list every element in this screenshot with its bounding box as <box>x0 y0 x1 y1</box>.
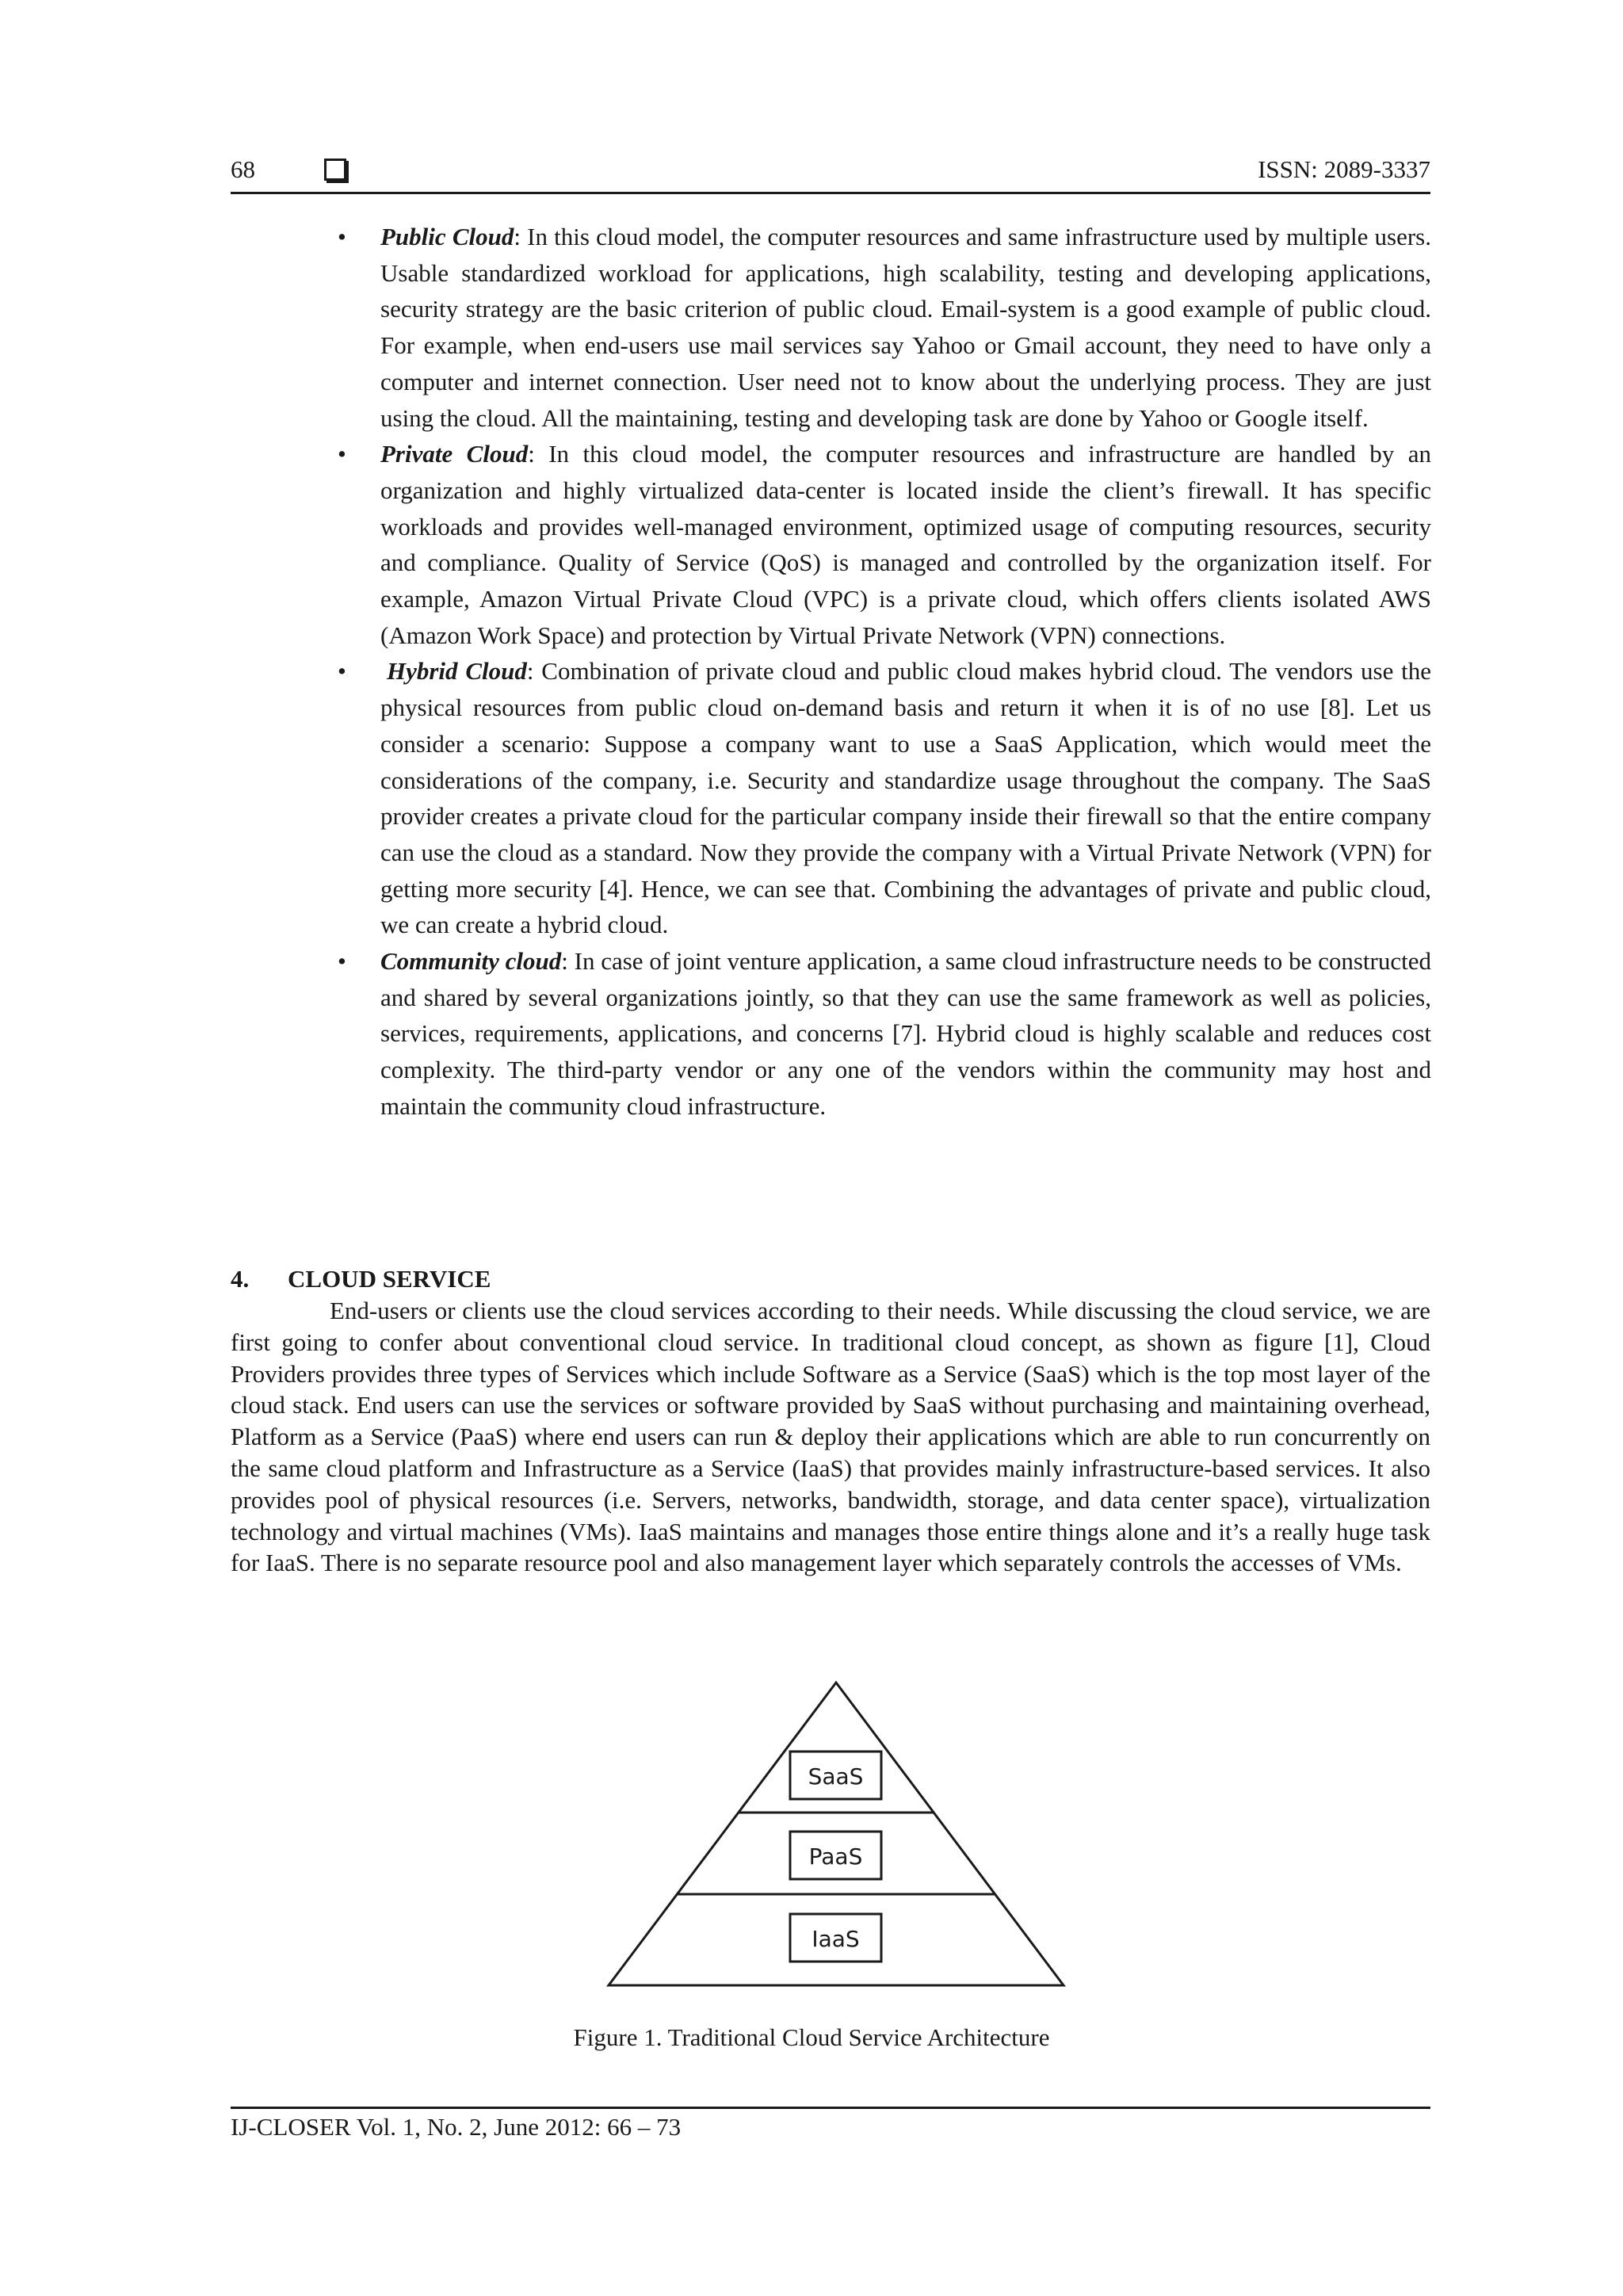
page-number: 68 <box>231 155 255 183</box>
section-paragraph: End-users or clients use the cloud services according to their needs. While discussing the cloud service, we are first going to confer about conventional cloud service. In traditional cloud concept, as shown as figure [1], Cloud Providers provides three types of Services which include Software as a Service (SaaS) which is the top most layer of the cloud stack. End users can use the services or software provided by SaaS without purchasing and maintaining overhead, Platform as a Service (PaaS) where end users can run & deploy their applications which are able to run concurrently on the same cloud platform and Infrastructure as a Service (IaaS) that provides mainly infrastructure-based services. It also provides pool of physical resources (i.e. Servers, networks, bandwidth, storage, and data center space), virtualization technology and virtual machines (VMs). IaaS maintains and manages those entire things alone and it’s a really huge task for IaaS. There is no separate resource pool and also management layer which separately controls the accesses of VMs. <box>231 1297 1430 1577</box>
cloud-model-list <box>338 219 1431 1125</box>
bullet-public-cloud <box>338 219 1431 436</box>
bullet-term: Public Cloud <box>380 223 514 250</box>
bullet-text: : In case of joint venture application, a same cloud infrastructure needs to be constructed and shared by several organizations jointly, so that they can use the same framework as well as policies, services, requirements, applications, and concerns [7]. Hybrid cloud is highly scalable and reduces cost complexity. The third-party vendor or any one of the vendors within the community may host and maintain the community cloud infrastructure. <box>380 947 1431 1120</box>
figure-cloud-pyramid <box>602 1676 1070 1993</box>
footer-rule <box>231 2107 1430 2109</box>
section-number: 4. <box>231 1265 250 1293</box>
bullet-term: Community cloud <box>380 947 562 976</box>
bullet-text: : Combination of private cloud and public cloud makes hybrid cloud. The vendors use the physical resources from public cloud on-demand basis and return it when it is of no use [8]. Let us consider a scenario: Suppose a company want to use a SaaS Application, which would meet the considerations of the company, i.e. Security and standardize usage throughout the company. The SaaS provider creates a private cloud for the particular company inside their firewall so that the entire company can use the cloud as a standard. Now they provide the company with a Virtual Private Network (VPN) for getting more security [4]. Hence, we can see that. Combining the advantages of private and public cloud, we can create a hybrid cloud. <box>380 657 1431 939</box>
bullet-text: : In this cloud model, the computer resources and infrastructure are handled by an organization and highly virtualized data-center is located inside the client’s firewall. It has specific workloads and provides well-managed environment, optimized usage of computing resources, security and compliance. Quality of Service (QoS) is managed and controlled by the organization itself. For example, Amazon Virtual Private Cloud (VPC) is a private cloud, which offers clients isolated AWS (Amazon Work Space) and protection by Virtual Private Network (VPN) connections. <box>380 440 1431 649</box>
figure-caption: Figure 1. Traditional Cloud Service Architecture <box>573 2023 1050 2051</box>
bullet-hybrid-cloud <box>338 653 1431 943</box>
bullet-community-cloud <box>338 943 1431 1125</box>
bullet-term: Private Cloud <box>380 440 529 468</box>
bullet-text: : In this cloud model, the computer resources and same infrastructure used by multiple users. Usable standardized workload for applications, high scalability, testing and developing applications, security strategy are the basic criterion of public cloud. Email-system is a good example of public cloud. For example, when end-users use mail services say Yahoo or Gmail account, they need to have only a computer and internet connection. User need not to know about the underlying process. They are just using the cloud. All the maintaining, testing and developing task are done by Yahoo or Google itself. <box>380 223 1431 432</box>
header-rule <box>231 192 1430 194</box>
paas-label: PaaS <box>808 1843 863 1870</box>
issn: ISSN: 2089-3337 <box>1258 155 1430 183</box>
section-title: CLOUD SERVICE <box>288 1265 491 1293</box>
bullet-term: Hybrid Cloud <box>387 657 527 686</box>
pyramid-diagram <box>602 1676 1070 1993</box>
bullet-private-cloud <box>338 436 1431 653</box>
checkbox-square-icon <box>324 159 346 181</box>
section-heading <box>231 1263 1430 1295</box>
iaas-label: IaaS <box>812 1926 860 1952</box>
section-cloud-service <box>231 1263 1430 1579</box>
saas-label: SaaS <box>808 1763 864 1790</box>
footer-citation: IJ-CLOSER Vol. 1, No. 2, June 2012: 66 – 73 <box>231 2113 682 2141</box>
